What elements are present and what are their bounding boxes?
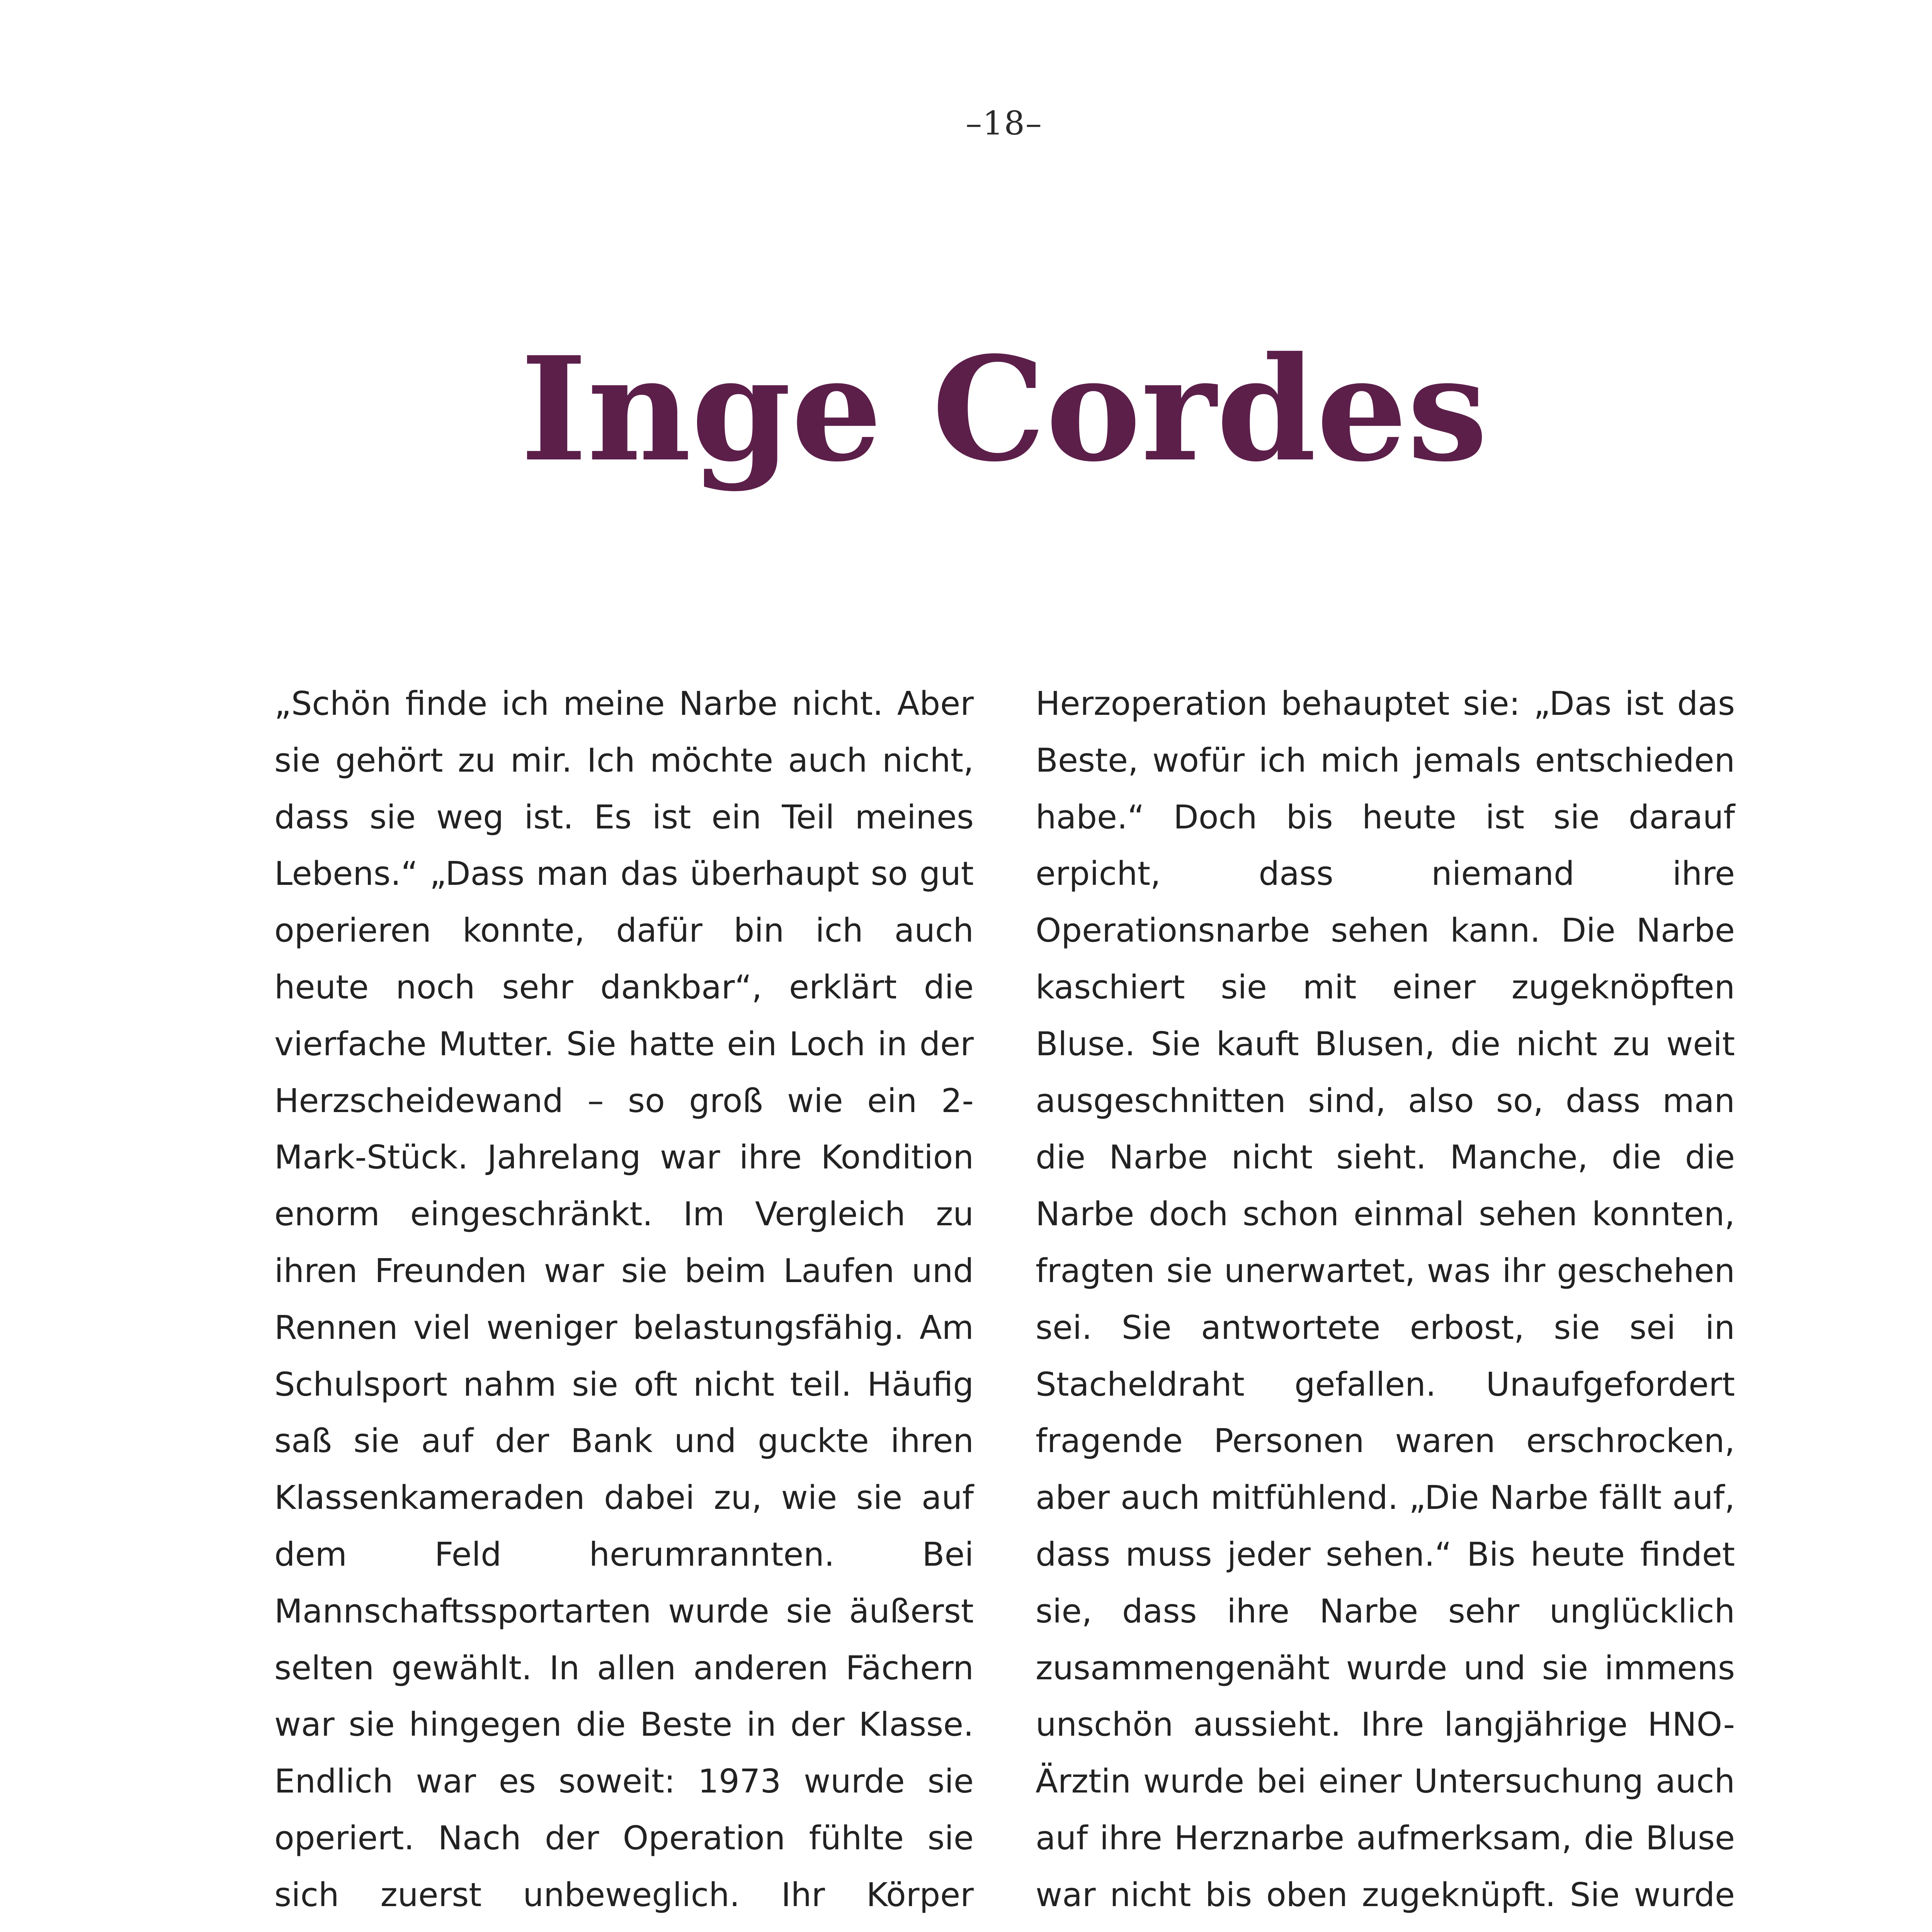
page-number: –18– <box>966 104 1043 142</box>
page-title: Inge Cordes <box>520 326 1488 493</box>
article-column-left <box>274 675 974 1932</box>
article-column-right <box>1036 675 1735 1932</box>
article-text-left: „Schön finde ich meine Narbe nicht. Aber sie gehört zu mir. Ich möchte auch nicht, dass sie weg ist. Es ist ein Teil meines Lebens.“ „Dass man das überhaupt so gut operieren konnte, dafür bin ich auch heute noch sehr dankbar“, erklärt die vierfache Mutter. Sie hatte ein Loch in der Herzscheidewand – so groß wie ein 2-Mark-Stück. Jahrelang war ihre Kondition enorm eingeschränkt. Im Vergleich zu ihren Freunden war sie beim Laufen und Rennen viel weniger belastungsfähig. Am Schulsport nahm sie oft nicht teil. Häufig saß sie auf der Bank und guckte ihren Klassenkameraden dabei zu, wie sie auf dem Feld herumrannten. Bei Mannschaftssportarten wurde sie äußerst selten gewählt. In allen anderen Fächern war sie hingegen die Beste in der Klasse. Endlich war es soweit: 1973 wurde sie operiert. Nach der Operation fühlte sie sich zuerst unbeweglich. Ihr Körper <box>274 685 974 1914</box>
article-text-right: Herzoperation behauptet sie: „Das ist das Beste, wofür ich mich jemals entschieden habe.“ Doch bis heute ist sie darauf erpicht, dass niemand ihre Operationsnarbe sehen kann. Die Narbe kaschiert sie mit einer zugeknöpften Bluse. Sie kauft Blusen, die nicht zu weit ausgeschnitten sind, also so, dass man die Narbe nicht sieht. Manche, die die Narbe doch schon einmal sehen konnten, fragten sie unerwartet, was ihr geschehen sei. Sie antwortete erbost, sie sei in Stacheldraht gefallen. Unaufgefordert fragende Personen waren erschrocken, aber auch mitfühlend. „Die Narbe fällt auf, dass muss jeder sehen.“ Bis heute findet sie, dass ihre Narbe sehr unglücklich zusammengenäht wurde und sie immens unschön aussieht. Ihre langjährige HNO-Ärztin wurde bei einer Untersuchung auch auf ihre Herznarbe aufmerksam, die Bluse war nicht bis oben zugeknüpft. Sie wurde <box>1036 685 1735 1914</box>
